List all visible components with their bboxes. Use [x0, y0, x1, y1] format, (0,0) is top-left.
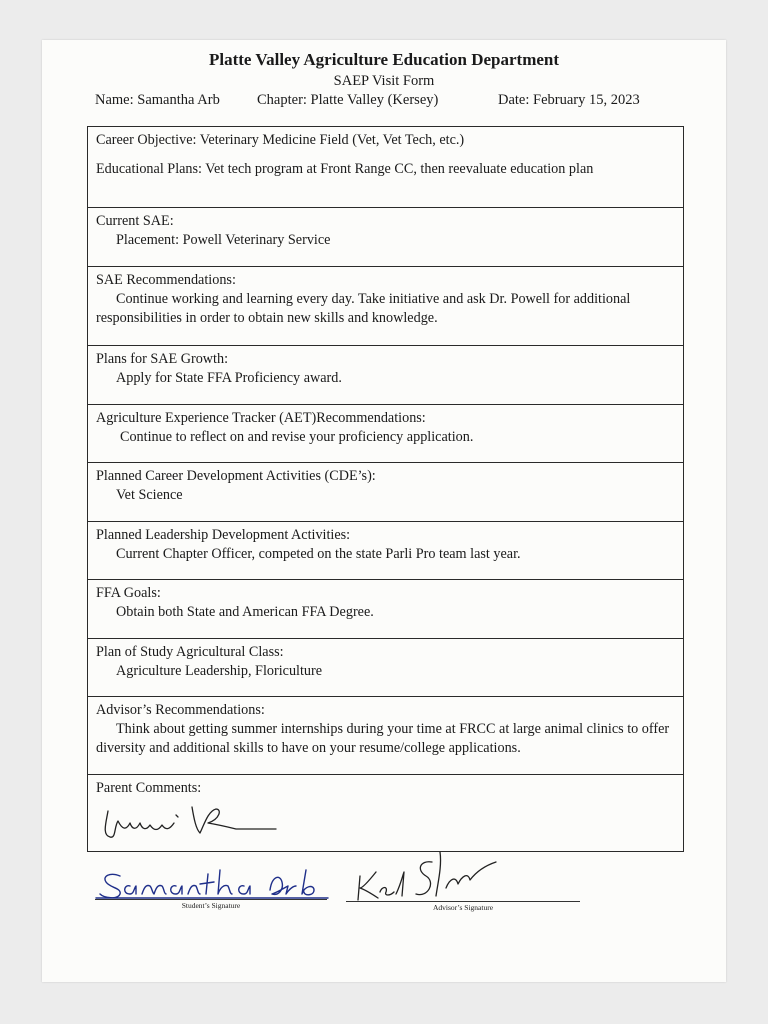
student-signature-line — [95, 899, 327, 900]
form-date: Date: February 15, 2023 — [498, 92, 640, 108]
advisor-rec-label: Advisor’s Recommendations: — [96, 702, 265, 718]
leadership-value: Current Chapter Officer, competed on the state Parli Pro team last year. — [116, 546, 521, 562]
section-ffa-goals — [88, 580, 683, 639]
plan-of-study-label: Plan of Study Agricultural Class: — [96, 644, 284, 660]
section-advisor-recommendations — [88, 697, 683, 775]
parent-signature — [96, 801, 296, 845]
parent-comments-label: Parent Comments: — [96, 780, 202, 796]
cde-value: Vet Science — [116, 487, 183, 503]
section-aet — [88, 405, 683, 463]
advisor-rec-value: Think about getting summer internships during your time at FRCC at large animal clinics to offer diversity and additional skills to have on your resume/college applications. — [96, 721, 670, 756]
form-table — [87, 126, 684, 852]
student-name: Name: Samantha Arb — [95, 92, 220, 108]
student-signature — [92, 852, 332, 902]
sae-growth-label: Plans for SAE Growth: — [96, 351, 229, 367]
educational-plans: Educational Plans: Vet tech program at Front Range CC, then reevaluate education plan — [96, 161, 594, 177]
current-sae-label: Current SAE: — [96, 213, 174, 229]
section-cde — [88, 463, 683, 522]
sae-recommendations-label: SAE Recommendations: — [96, 272, 236, 288]
section-plan-of-study — [88, 639, 683, 697]
section-sae-recommendations — [88, 267, 683, 346]
cde-label: Planned Career Development Activities (CDE’s): — [96, 468, 376, 484]
aet-value: Continue to reflect on and revise your proficiency application. — [120, 429, 474, 445]
form-subtitle: SAEP Visit Form — [333, 73, 435, 89]
current-sae-value: Placement: Powell Veterinary Service — [116, 232, 331, 248]
section-leadership — [88, 522, 683, 580]
ffa-goals-label: FFA Goals: — [96, 585, 161, 601]
plan-of-study-value: Agriculture Leadership, Floriculture — [116, 663, 323, 679]
advisor-signature-line — [346, 901, 580, 902]
student-signature-caption: Student’s Signature — [181, 901, 241, 910]
advisor-signature — [346, 842, 586, 902]
advisor-signature-caption: Advisor’s Signature — [432, 903, 494, 912]
aet-label: Agriculture Experience Tracker (AET)Recommendations: — [96, 410, 426, 426]
chapter-name: Chapter: Platte Valley (Kersey) — [257, 92, 439, 108]
section-sae-growth — [88, 346, 683, 405]
sae-recommendations-value: Continue working and learning every day. Take initiative and ask Dr. Powell for additional responsibilities in order to obtain new skills and knowledge. — [96, 291, 631, 326]
ffa-goals-value: Obtain both State and American FFA Degree. — [116, 604, 374, 620]
career-objective: Career Objective: Veterinary Medicine Field (Vet, Vet Tech, etc.) — [96, 132, 465, 148]
sae-growth-value: Apply for State FFA Proficiency award. — [116, 370, 342, 386]
form-title: Platte Valley Agriculture Education Department — [208, 50, 560, 69]
leadership-label: Planned Leadership Development Activities: — [96, 527, 351, 543]
section-current-sae — [88, 208, 683, 267]
section-career-education — [88, 127, 683, 208]
